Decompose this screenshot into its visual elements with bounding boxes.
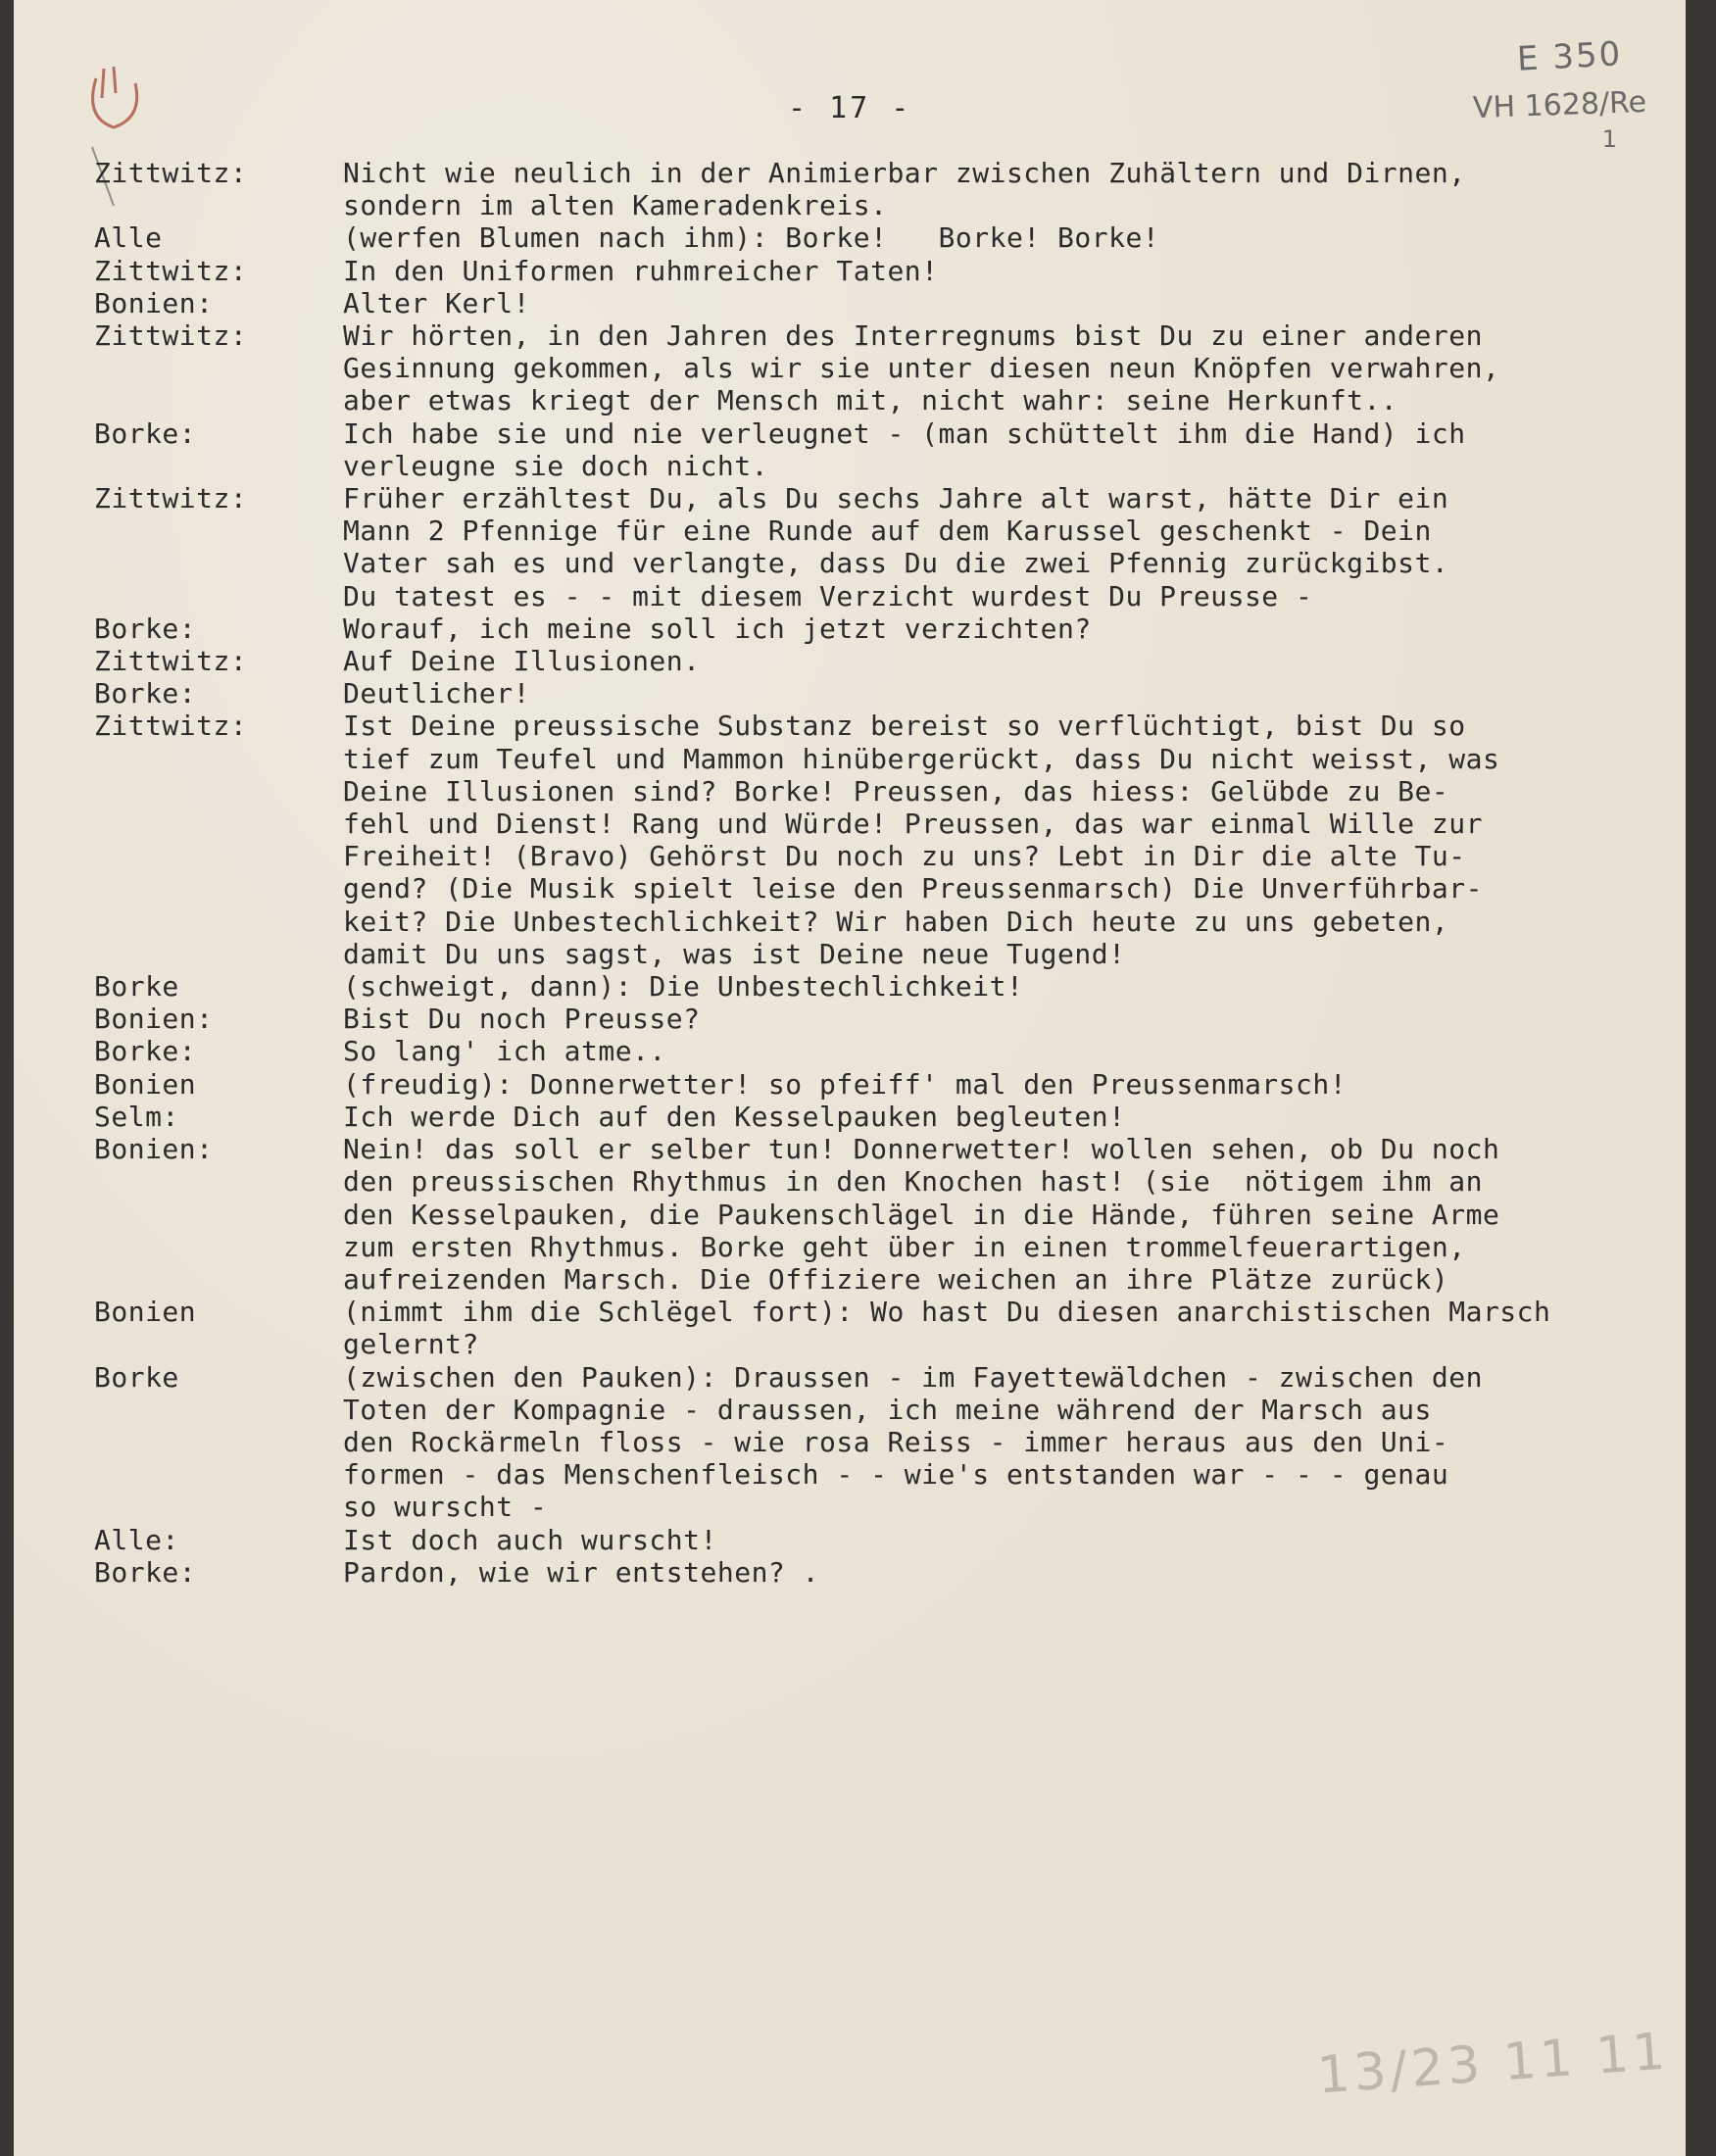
dialogue-line: [94, 384, 1662, 416]
speech-text: sondern im alten Kameradenkreis.: [343, 189, 888, 222]
dialogue-line: [94, 1068, 1662, 1101]
dialogue-line: [94, 1199, 1662, 1231]
speech-text: (freudig): Donnerwetter! so pfeiff' mal den Preussenmarsch!: [343, 1067, 1348, 1101]
speech-text: so wurscht -: [343, 1491, 548, 1524]
dialogue-line: [94, 417, 1662, 450]
speaker-name: Bonien: [94, 1067, 197, 1101]
speaker-name: Borke:: [94, 677, 197, 710]
archive-sheet-number: 1: [1601, 125, 1617, 153]
dialogue-line: [94, 287, 1662, 319]
speaker-name: Zittwitz:: [94, 645, 248, 678]
dialogue-line: [94, 906, 1662, 938]
speech-text: (werfen Blumen nach ihm): Borke! Borke! Borke!: [343, 221, 1160, 255]
inventory-number: 13/23 11 11: [1315, 2022, 1671, 2106]
speaker-name: Alle:: [94, 1523, 179, 1556]
dialogue-line: [94, 645, 1662, 677]
archive-signature: E 350: [1515, 34, 1623, 79]
speech-text: Vater sah es und verlangte, dass Du die zwei Pfennig zurückgibst.: [343, 547, 1449, 580]
speech-text: (zwischen den Pauken): Draussen - im Fayettewäldchen - zwischen den: [343, 1360, 1483, 1394]
dialogue-line: [94, 1361, 1662, 1394]
speech-text: Ist doch auch wurscht!: [343, 1523, 717, 1556]
dialogue-line: [94, 1394, 1662, 1426]
speech-text: Freiheit! (Bravo) Gehörst Du noch zu uns? Lebt in Dir die alte Tu-: [343, 840, 1466, 873]
dialogue-line: [94, 1491, 1662, 1523]
dialogue-line: [94, 1328, 1662, 1360]
dialogue-line: [94, 1458, 1662, 1491]
speaker-name: Selm:: [94, 1100, 179, 1133]
speech-text: den Kesselpauken, die Paukenschlägel in die Hände, führen seine Arme: [343, 1198, 1500, 1231]
speaker-name: Borke:: [94, 612, 197, 645]
speech-text: Gesinnung gekommen, als wir sie unter diesen neun Knöpfen verwahren,: [343, 352, 1500, 385]
speaker-name: Zittwitz:: [94, 157, 248, 189]
dialogue-script: [94, 157, 1662, 1589]
speech-text: verleugne sie doch nicht.: [343, 449, 768, 482]
speech-text: Auf Deine Illusionen.: [343, 645, 701, 678]
dialogue-line: [94, 189, 1662, 221]
dialogue-line: [94, 514, 1662, 547]
speech-text: Deutlicher!: [343, 677, 530, 710]
speaker-name: Zittwitz:: [94, 254, 248, 287]
speech-text: keit? Die Unbestechlichkeit? Wir haben Dich heute zu uns gebeten,: [343, 905, 1449, 938]
dialogue-line: [94, 938, 1662, 970]
dialogue-line: [94, 743, 1662, 775]
speech-text: (nimmt ihm die Schlëgel fort): Wo hast Du diesen anarchistischen Marsch: [343, 1296, 1551, 1329]
dialogue-line: [94, 612, 1662, 645]
speaker-name: Bonien:: [94, 286, 214, 319]
dialogue-line: [94, 547, 1662, 579]
speaker-name: Borke: [94, 970, 179, 1004]
speech-text: Wir hörten, in den Jahren des Interregnums bist Du zu einer anderen: [343, 319, 1483, 353]
speaker-name: Borke:: [94, 416, 197, 450]
speech-text: So lang' ich atme..: [343, 1035, 666, 1068]
speech-text: den preussischen Rhythmus in den Knochen hast! (sie nötigem ihm an: [343, 1165, 1483, 1199]
dialogue-line: [94, 221, 1662, 254]
speech-text: Alter Kerl!: [343, 286, 530, 319]
speaker-name: Borke: [94, 1360, 179, 1394]
speech-text: formen - das Menschenfleisch - - wie's entstanden war - - - genau: [343, 1458, 1449, 1492]
speech-text: Früher erzähltest Du, als Du sechs Jahre alt warst, hätte Dir ein: [343, 482, 1449, 515]
speech-text: zum ersten Rhythmus. Borke geht über in einen trommelfeuerartigen,: [343, 1230, 1466, 1263]
speech-text: gend? (Die Musik spielt leise den Preussenmarsch) Die Unverführbar-: [343, 872, 1483, 906]
speaker-name: Borke:: [94, 1555, 197, 1589]
archive-shelfmark: VH 1628/Re: [1472, 84, 1647, 126]
speech-text: gelernt?: [343, 1328, 479, 1361]
dialogue-line: [94, 157, 1662, 189]
dialogue-line: [94, 775, 1662, 808]
speaker-name: Bonien:: [94, 1003, 214, 1036]
dialogue-line: [94, 1003, 1662, 1035]
dialogue-line: [94, 1296, 1662, 1328]
speech-text: den Rockärmeln floss - wie rosa Reiss - immer heraus aus den Uni-: [343, 1425, 1449, 1458]
speech-text: damit Du uns sagst, was ist Deine neue Tugend!: [343, 937, 1126, 970]
dialogue-line: [94, 1231, 1662, 1263]
speech-text: Worauf, ich meine soll ich jetzt verzichten?: [343, 612, 1092, 645]
dialogue-line: [94, 710, 1662, 742]
speaker-name: Bonien:: [94, 1133, 214, 1166]
dialogue-line: [94, 1426, 1662, 1458]
dialogue-line: [94, 1524, 1662, 1556]
speaker-name: Zittwitz:: [94, 482, 248, 515]
typescript-page: [14, 0, 1686, 2156]
speaker-name: Zittwitz:: [94, 710, 248, 743]
speaker-name: Zittwitz:: [94, 319, 248, 353]
dialogue-line: [94, 1133, 1662, 1165]
dialogue-line: [94, 580, 1662, 612]
dialogue-line: [94, 482, 1662, 514]
speech-text: Pardon, wie wir entstehen? .: [343, 1555, 820, 1589]
speech-text: Mann 2 Pfennige für eine Runde auf dem Karussel geschenkt - Dein: [343, 514, 1432, 548]
speech-text: Deine Illusionen sind? Borke! Preussen, das hiess: Gelübde zu Be-: [343, 774, 1449, 808]
speech-text: Du tatest es - - mit diesem Verzicht wurdest Du Preusse -: [343, 579, 1313, 612]
speech-text: Ich habe sie und nie verleugnet - (man schüttelt ihm die Hand) ich: [343, 416, 1466, 450]
speech-text: Ist Deine preussische Substanz bereist so verflüchtigt, bist Du so: [343, 710, 1466, 743]
archive-reference: [1431, 34, 1647, 153]
speech-text: Ich werde Dich auf den Kesselpauken begleuten!: [343, 1100, 1126, 1133]
speech-text: aber etwas kriegt der Mensch mit, nicht wahr: seine Herkunft..: [343, 384, 1398, 417]
page-number: - 17 -: [788, 91, 912, 125]
dialogue-line: [94, 1035, 1662, 1067]
dialogue-line: [94, 1165, 1662, 1198]
speech-text: Toten der Kompagnie - draussen, ich meine während der Marsch aus: [343, 1393, 1432, 1426]
dialogue-line: [94, 450, 1662, 482]
speech-text: tief zum Teufel und Mammon hinübergerückt, dass Du nicht weisst, was: [343, 742, 1500, 775]
speech-text: aufreizenden Marsch. Die Offiziere weichen an ihre Plätze zurück): [343, 1262, 1449, 1296]
speech-text: Nein! das soll er selber tun! Donnerwetter! wollen sehen, ob Du noch: [343, 1133, 1500, 1166]
dialogue-line: [94, 1556, 1662, 1589]
dialogue-line: [94, 677, 1662, 710]
dialogue-line: [94, 352, 1662, 384]
dialogue-line: [94, 1101, 1662, 1133]
dialogue-line: [94, 255, 1662, 287]
dialogue-line: [94, 1263, 1662, 1296]
speaker-name: Alle: [94, 221, 163, 255]
speech-text: In den Uniformen ruhmreicher Taten!: [343, 254, 939, 287]
dialogue-line: [94, 840, 1662, 872]
dialogue-line: [94, 872, 1662, 905]
speech-text: (schweigt, dann): Die Unbestechlichkeit!: [343, 970, 1024, 1004]
speaker-name: Borke:: [94, 1035, 197, 1068]
speech-text: Nicht wie neulich in der Animierbar zwischen Zuhältern und Dirnen,: [343, 157, 1466, 189]
dialogue-line: [94, 970, 1662, 1003]
speech-text: Bist Du noch Preusse?: [343, 1003, 701, 1036]
dialogue-line: [94, 319, 1662, 352]
speaker-name: Bonien: [94, 1296, 197, 1329]
speech-text: fehl und Dienst! Rang und Würde! Preussen, das war einmal Wille zur: [343, 808, 1483, 841]
dialogue-line: [94, 808, 1662, 840]
